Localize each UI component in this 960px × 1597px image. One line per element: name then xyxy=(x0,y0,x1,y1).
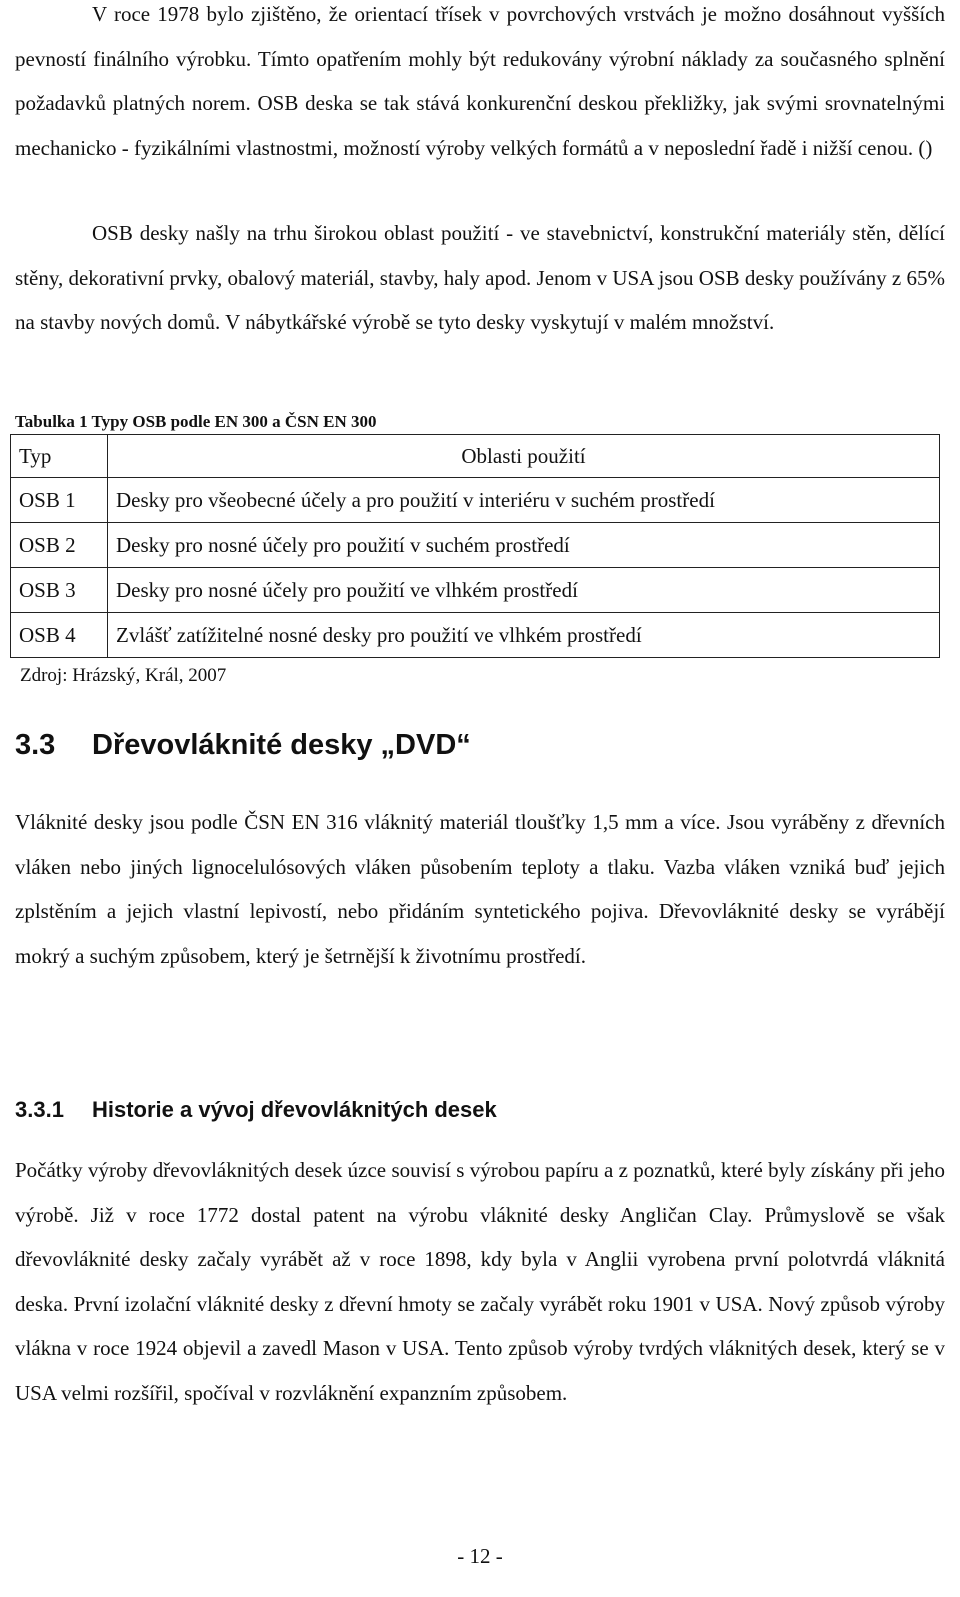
subsection-number: 3.3.1 xyxy=(15,1097,64,1122)
header-usage: Oblasti použití xyxy=(108,435,940,478)
table-row xyxy=(11,478,940,523)
cell-type: OSB 4 xyxy=(11,613,108,658)
subsection-title: Historie a vývoj dřevovláknitých desek xyxy=(92,1097,497,1122)
cell-type: OSB 2 xyxy=(11,523,108,568)
table-row xyxy=(11,523,940,568)
page-number: - 12 - xyxy=(457,1544,503,1568)
section-title: Dřevovláknité desky „DVD“ xyxy=(92,729,471,761)
table-header-row xyxy=(11,435,940,478)
intro-paragraph-2: OSB desky našly na trhu širokou oblast použití - ve stavebnictví, konstrukční materiály stěn, dělící stěny, dekorativní prvky, obalový materiál, stavby, haly apod. Jenom v USA jsou OSB desky používány z 65% na stavby nových domů. V nábytkářské výrobě se tyto desky vyskytují v malém množství. xyxy=(15,221,945,335)
cell-usage: Desky pro nosné účely pro použití ve vlhkém prostředí xyxy=(108,568,940,613)
cell-usage: Zvlášť zatížitelné nosné desky pro použití ve vlhkém prostředí xyxy=(108,613,940,658)
table-row xyxy=(11,613,940,658)
header-type: Typ xyxy=(11,435,108,478)
intro-paragraph-1: V roce 1978 bylo zjištěno, že orientací třísek v povrchových vrstvách je možno dosáhnout vyšších pevností finálního výrobku. Tímto opatřením mohly být redukovány výrobní náklady za současného splnění požadavků platných norem. OSB deska se tak stává konkurenční deskou překližky, jak svými srovnatelnými mechanicko - fyzikálními vlastnostmi, možností výroby velkých formátů a v neposlední řadě i nižší cenou. () xyxy=(15,2,945,160)
section-heading-3-3-1 xyxy=(15,1097,497,1123)
table-row xyxy=(11,568,940,613)
table-source: Zdroj: Hrázský, Král, 2007 xyxy=(20,665,227,686)
section-3-3-1-paragraph: Počátky výroby dřevovláknitých desek úzce souvisí s výrobou papíru a z poznatků, které byly získány při jeho výrobě. Již v roce 1772 dostal patent na výrobu vláknité desky Angličan Clay. Průmyslově se však dřevovláknité desky začaly vyrábět až v roce 1898, kdy byla v Anglii vyrobena první polotvrdá vláknitá deska. První izolační vláknité desky z dřevní hmoty se začaly vyrábět roku 1901 v USA. Nový způsob výroby vlákna v roce 1924 objevil a zavedl Mason v USA. Tento způsob výroby tvrdých vláknitých desek, který se v USA velmi rozšířil, spočíval v rozvláknění expanzním způsobem. xyxy=(15,1158,945,1405)
section-heading-3-3 xyxy=(15,729,471,762)
section-number: 3.3 xyxy=(15,729,56,761)
table-caption: Tabulka 1 Typy OSB podle EN 300 a ČSN EN 300 xyxy=(15,412,377,431)
cell-usage: Desky pro všeobecné účely a pro použití v interiéru v suchém prostředí xyxy=(108,478,940,523)
cell-type: OSB 3 xyxy=(11,568,108,613)
osb-types-table xyxy=(10,434,940,658)
cell-type: OSB 1 xyxy=(11,478,108,523)
section-3-3-paragraph: Vláknité desky jsou podle ČSN EN 316 vláknitý materiál tloušťky 1,5 mm a více. Jsou vyráběny z dřevních vláken nebo jiných lignocelulósových vláken působením teploty a tlaku. Vazba vláken vzniká buď jejich zplstěním a jejich vlastní lepivostí, nebo přidáním syntetického pojiva. Dřevovláknité desky se vyrábějí mokrý a suchým způsobem, který je šetrnější k životnímu prostředí. xyxy=(15,810,945,968)
cell-usage: Desky pro nosné účely pro použití v suchém prostředí xyxy=(108,523,940,568)
